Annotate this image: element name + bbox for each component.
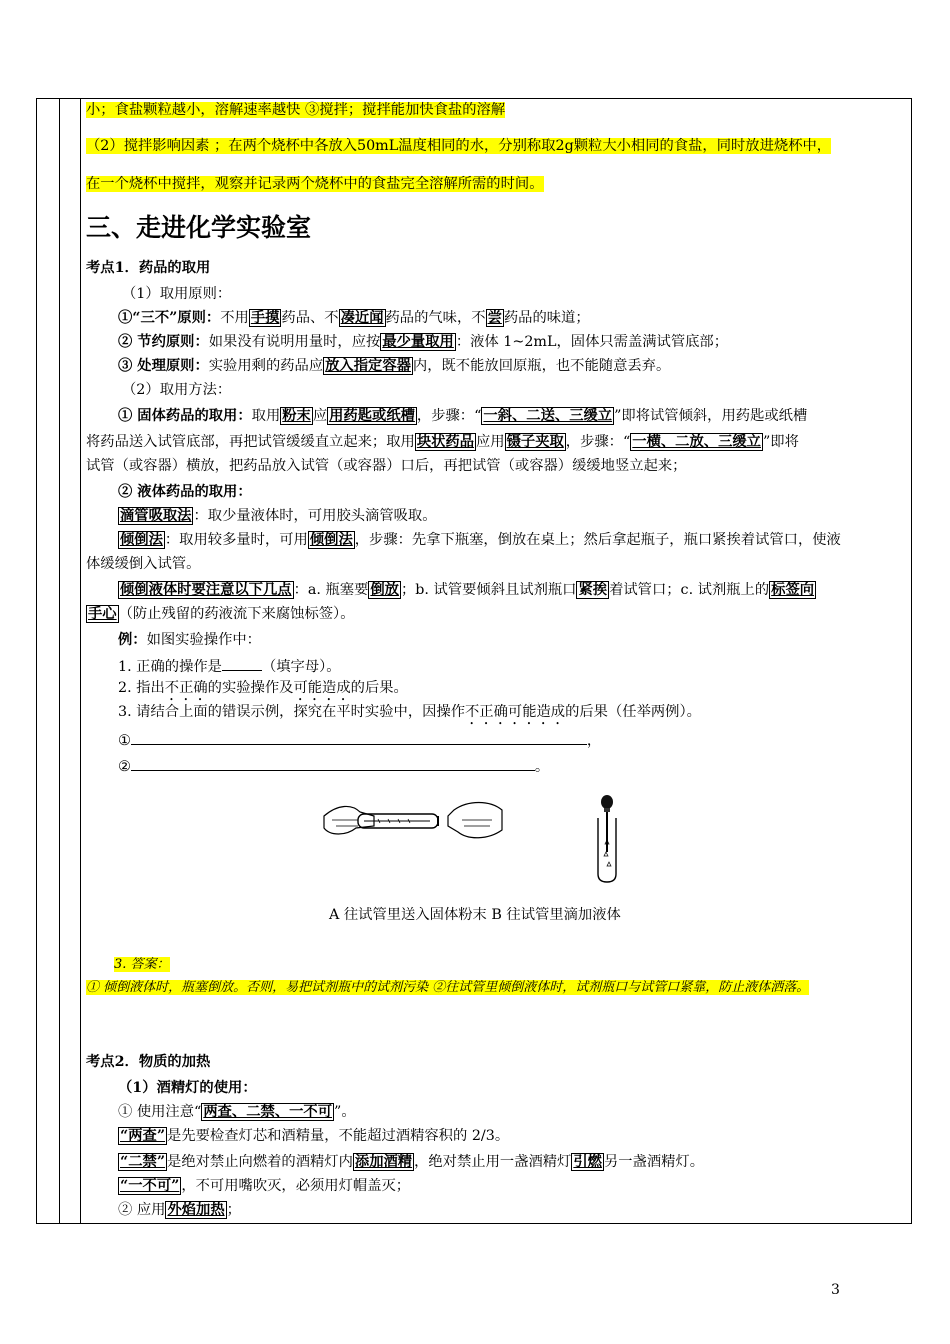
figure-b-dropper bbox=[592, 794, 622, 884]
kaodian1-title: 考点1．药品的取用 bbox=[86, 260, 211, 276]
kaodian2-title: 考点2．物质的加热 bbox=[86, 1054, 211, 1070]
example-intro: 例：如图实验操作中： bbox=[118, 632, 261, 648]
answer-blank[interactable] bbox=[131, 754, 535, 771]
pour-method-2: 体缓缓倒入试管。 bbox=[86, 556, 201, 572]
lamp-usage-5: ② 应用 外焰加热 ； bbox=[118, 1202, 241, 1218]
answer-blank[interactable] bbox=[222, 654, 262, 671]
solid-line-1: ① 固体药品的取用：取用 粉末 应 用药匙或纸槽 ，步骤：“ 一斜、二送、三缓立 ”即将试管倾斜，用药匙或纸槽 bbox=[118, 408, 808, 424]
question-2: 2. 指出不正确的实验操作及可能造成的后果。 bbox=[118, 680, 408, 696]
answer-body: ① 倾倒液体时，瓶塞倒放。否则，易把试剂瓶中的试剂污染 ②往试管里倾倒液体时，试剂瓶口与试管口紧靠，防止液体洒落。 bbox=[86, 980, 810, 995]
answer-line-2: ② 。 bbox=[118, 754, 549, 777]
pour-method-1: 倾倒法 ：取用较多量时，可用 倾倒法 ，步骤：先拿下瓶塞，倒放在桌上；然后拿起瓶子，瓶口紧挨着试管口，使液 bbox=[120, 532, 841, 548]
pour-notes-1: 倾倒液体时要注意以下几点 ：a. 瓶塞要 倒放 ；b. 试管要倾斜且试剂瓶口 紧挨 着试管口；c. 试剂瓶上的 标签向 bbox=[120, 582, 815, 598]
lamp-usage-3: “二禁” 是绝对禁止向燃着的酒精灯内 添加酒精 ，绝对禁止用一盏酒精灯 引燃 另一盏酒精灯。 bbox=[120, 1154, 705, 1170]
principle-2: ② 节约原则：如果没有说明用量时，应按 最少量取用 ：液体 1~2mL，固体只需盖满试管底部； bbox=[118, 334, 729, 350]
answer-blank[interactable] bbox=[131, 728, 587, 745]
lamp-usage-1: ① 使用注意“ 两查、二禁、一不可 ”。 bbox=[118, 1104, 356, 1120]
liquid-heading: ② 液体药品的取用： bbox=[118, 484, 252, 500]
solid-line-2: 将药品送入试管底部，再把试管缓缓直立起来；取用 块状药品 应用 镊子夹取 ，步骤：“ 一横、二放、三缓立 ”即将 bbox=[86, 434, 799, 450]
page-number: 3 bbox=[831, 1282, 840, 1298]
principle-1: ①“三不”原则：不用 手摸 药品、不 凑近闻 药品的气味，不 尝 药品的味道； bbox=[118, 310, 590, 326]
principle-heading: （1）取用原则： bbox=[122, 286, 232, 302]
question-1: 1. 正确的操作是 （填字母）。 bbox=[118, 654, 341, 677]
figure-a-solid-powder bbox=[318, 796, 508, 844]
dropper-method: 滴管吸取法 ：取少量液体时，可用胶头滴管吸取。 bbox=[120, 508, 437, 524]
question-3: 3. 请结合上面的错误示例，探究在平时实验中，因操作不正确可能造成的后果（任举两例）。 bbox=[118, 704, 701, 720]
answer-title: 3. 答案： bbox=[114, 957, 170, 972]
table-column-divider bbox=[80, 98, 81, 1224]
lamp-usage-2: “两查” 是先要检查灯芯和酒精量，不能超过酒精容积的 2/3。 bbox=[120, 1128, 510, 1144]
pour-notes-2: 手心 （防止残留的药液流下来腐蚀标签）。 bbox=[88, 606, 355, 622]
answer-line-1: ① ， bbox=[118, 728, 601, 751]
figure-caption: A 往试管里送入固体粉末 B 往试管里滴加液体 bbox=[329, 907, 621, 923]
solid-line-3: 试管（或容器）横放，把药品放入试管（或容器）口后，再把试管（或容器）缓缓地竖立起来； bbox=[86, 458, 687, 474]
lamp-usage-4: “一不可” ，不可用嘴吹灭，必须用灯帽盖灭； bbox=[120, 1178, 411, 1194]
top-line-2: （2）搅拌影响因素 ；在两个烧杯中各放入50mL温度相同的水，分别称取2g颗粒大小相同的食盐，同时放进烧杯中， bbox=[86, 138, 832, 154]
principle-3: ③ 处理原则：实验用剩的药品应 放入指定容器 内，既不能放回原瓶，也不能随意丢弃。 bbox=[118, 358, 671, 374]
section-title: 三、走进化学实验室 bbox=[86, 213, 312, 242]
alcohol-lamp-heading: （1）酒精灯的使用： bbox=[118, 1080, 257, 1096]
table-column-divider bbox=[59, 98, 60, 1224]
top-line-3: 在一个烧杯中搅拌，观察并记录两个烧杯中的食盐完全溶解所需的时间。 bbox=[86, 176, 544, 192]
method-heading: （2）取用方法： bbox=[122, 382, 232, 398]
top-line-1: 小；食盐颗粒越小，溶解速率越快 ③搅拌；搅拌能加快食盐的溶解 bbox=[86, 102, 506, 118]
